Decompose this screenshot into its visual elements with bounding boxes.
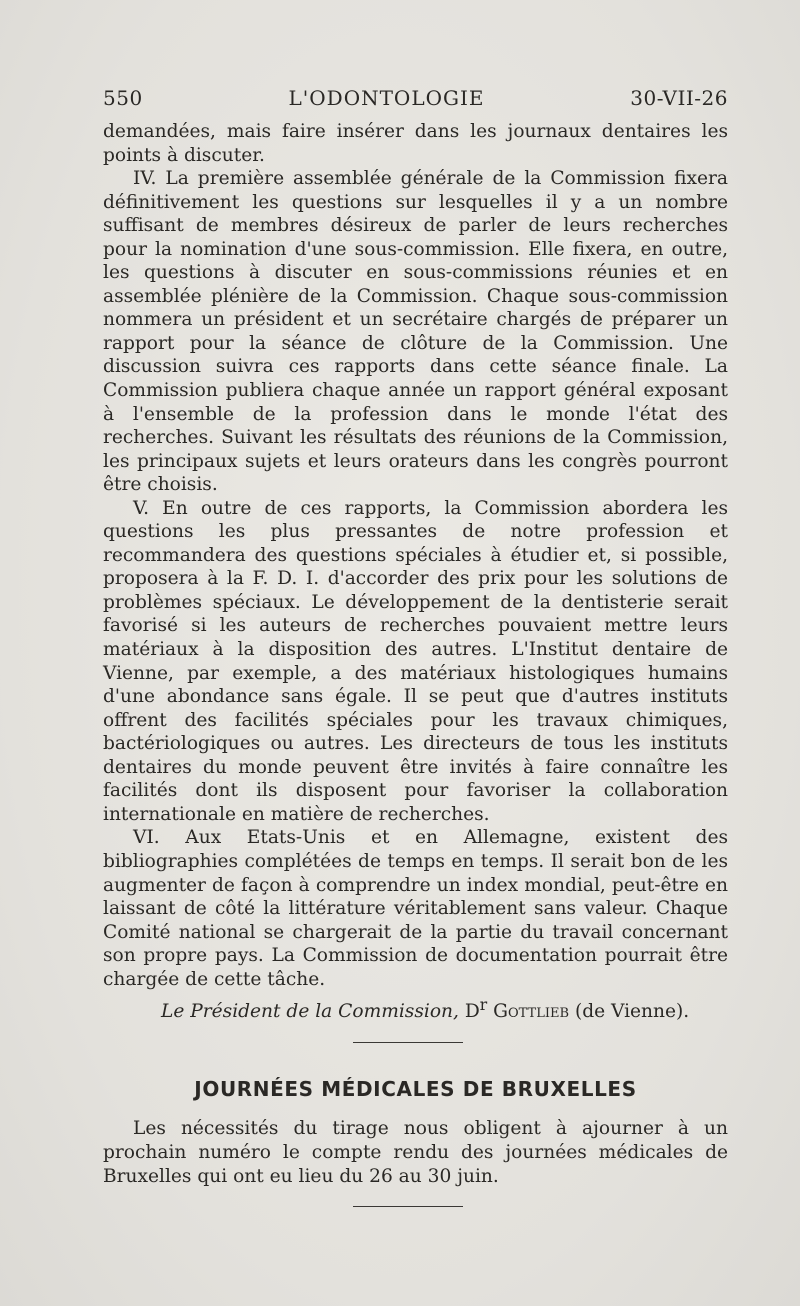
journal-title: L'ODONTOLOGIE	[288, 86, 485, 110]
signature-title	[464, 996, 488, 1023]
signature-title-sup: r	[479, 996, 488, 1015]
running-head	[103, 86, 728, 110]
signature-place: (de Vienne).	[574, 1001, 690, 1023]
issue-date: 30-VII-26	[630, 86, 728, 110]
paragraph-v: V. En outre de ces rapports, la Commission abordera les questions les plus pressantes de notre profession et recommandera des questions spéciales à étudier et, si possible, proposera à la F. D. I. d'accorder des prix pour les solutions de problèmes spéciaux. Le développement de la dentisterie serait favorisé si les auteurs de recherches pouvaient mettre leurs matériaux à la disposition des autres. L'Institut dentaire de Vienne, par exemple, a des matériaux histologiques humains d'une abondance sans égale. Il se peut que d'autres instituts offrent des facilités spéciales pour les travaux chimiques, bactériologiques ou autres. Les directeurs de tous les instituts dentaires du monde peuvent être invités à faire connaître les facilités dont ils disposent pour favoriser la collaboration internationale en matière de recherches.	[103, 497, 728, 825]
paragraph-continued: demandées, mais faire insérer dans les journaux dentaires les points à discuter.	[103, 121, 728, 166]
section-body	[103, 1117, 728, 1188]
article-body	[103, 120, 728, 991]
signature-line	[103, 993, 728, 1024]
signature-name: Gottlieb	[493, 1001, 570, 1023]
separator-rule	[353, 1042, 463, 1043]
signature-title-prefix: D	[464, 1001, 480, 1023]
paragraph-vi: VI. Aux Etats-Unis et en Allemagne, existent des bibliographies complétées de temps en temps. Il serait bon de les augmenter de façon à comprendre un index mondial, peut-être en laissant de côté la littérature véritablement sans valeur. Chaque Comité national se chargerait de la partie du travail concernant son propre pays. La Commission de documentation pourrait être chargée de cette tâche.	[103, 827, 728, 990]
separator-rule-bottom	[353, 1206, 463, 1207]
paragraph-iv: IV. La première assemblée générale de la Commission fixera définitivement les questions sur lesquelles il y a un nombre suffisant de membres désireux de parler de leurs recherches pour la nomination d'une sous-commission. Elle fixera, en outre, les questions à discuter en sous-commissions réunies et en assemblée plénière de la Commission. Chaque sous-commission nommera un président et un secrétaire chargés de préparer un rapport pour la séance de clôture de la Commission. Une discussion suivra ces rapports dans cette séance finale. La Commission publiera chaque année un rapport général exposant à l'ensemble de la profession dans le monde l'état des recherches. Suivant les résultats des réunions de la Commission, les principaux sujets et leurs orateurs dans les congrès pourront être choisis.	[103, 168, 728, 496]
section-heading: JOURNÉES MÉDICALES DE BRUXELLES	[194, 1077, 637, 1102]
signature-role: Le Président de la Commission,	[161, 1001, 459, 1023]
section-paragraph: Les nécessités du tirage nous obligent à ajourner à un prochain numéro le compte rendu des journées médicales de Bruxelles qui ont eu lieu du 26 au 30 juin.	[103, 1118, 728, 1187]
page-number: 550	[103, 86, 143, 110]
